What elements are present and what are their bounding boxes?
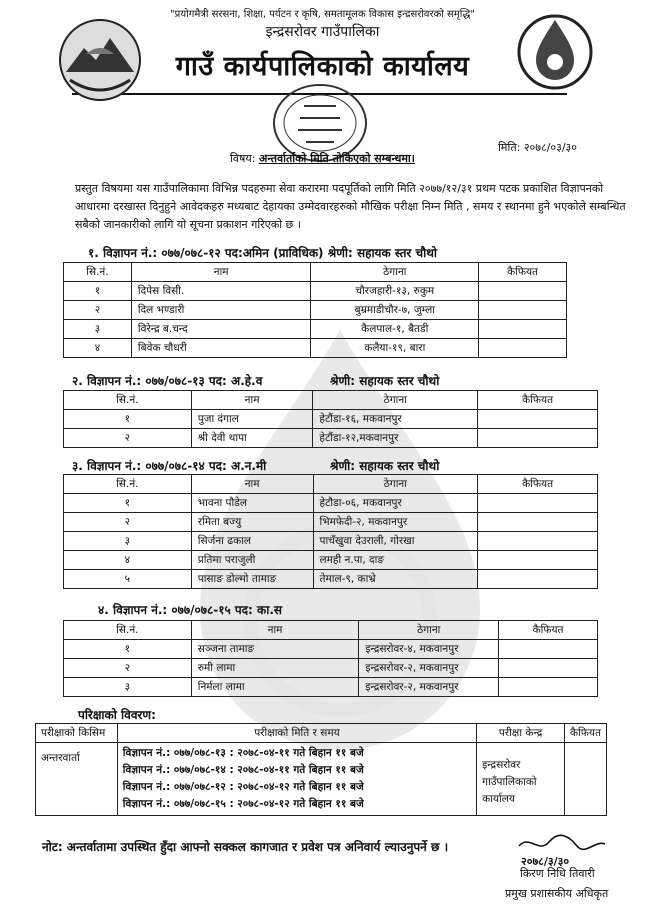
intro-paragraph: प्रस्तुत विषयमा यस गाउँपालिकामा विभिन्न पदहरुमा सेवा करारमा पदपूर्तिको लागि मिति २०७७/१२/३१ प्रथम पटक प्रकाशित विज्ञापनको आधारमा दरखास्त दिनुहुने आवेदकहरु मध्यबाट देहायका उम्मेदवारहरुको मौखिक परीक्षा निम्न मिति , समय र स्थानमा हुने भएकोले सम्बन्धित सबैको जानकारीको लागि यो सूचना प्रकाशन गरिएको छ । [75, 182, 626, 231]
cell-remarks [478, 513, 598, 532]
table-row [64, 532, 598, 551]
col-serial: सि.नं. [64, 263, 132, 282]
cell-address: पाचँखुवा देउराली, गोरखा [313, 532, 478, 551]
table-header-row [36, 724, 607, 743]
cell-serial: २ [64, 659, 192, 678]
office-name: गाउँ कार्यपालिकाको कार्यालय [175, 51, 470, 82]
table-row [64, 282, 567, 301]
cell-remarks [499, 678, 598, 697]
table-row [64, 301, 567, 320]
table-row [36, 743, 607, 816]
col-exam-type: परीक्षाको किसिम [36, 724, 118, 743]
cell-address: भिमफेदी-२, मकवानपुर [313, 513, 478, 532]
section-1-title: १. विज्ञापन नं.: ०७७/०७८-१२ पद:अमिन (प्राविधिक) श्रेणी: सहायक स्तर चौथो [88, 246, 438, 260]
cell-name: श्री देवी थापा [191, 429, 313, 448]
cell-remarks [478, 570, 598, 589]
col-exam-datetime: परीक्षाको मिति र समय [117, 724, 476, 743]
table-row [64, 429, 598, 448]
table-row [64, 659, 598, 678]
cell-remarks [479, 282, 567, 301]
cell-name: निर्मला लामा [191, 678, 359, 697]
section-3-grade: श्रेणी: सहायक स्तर चौथो [330, 459, 440, 473]
col-remarks: कैफियत [478, 475, 598, 494]
cell-name: दिल भण्डारी [131, 301, 311, 320]
cell-address: हेटौडा-०६, मकवानपुर [313, 494, 478, 513]
table-row [64, 640, 598, 659]
note: नोट: अन्तर्वातामा उपस्थित हुँदा आफ्नो सक्कल कागजात र प्रवेश पत्र अनिवार्य ल्याउनुपर्ने छ । [42, 840, 449, 854]
col-serial: सि.नं. [64, 475, 192, 494]
section-2-title: २. विज्ञापन नं.: ०७७/०७८-१३ पद: अ.हे.व [72, 374, 263, 388]
cell-address: इन्द्रसरोवर-४, मकवानपुर [359, 640, 499, 659]
cell-serial: १ [64, 494, 192, 513]
section-4-title: ४. विज्ञापन नं.: ०७७/०७८-१५ पद: का.स [98, 603, 283, 617]
table-row [64, 410, 598, 429]
col-name: नाम [191, 391, 313, 410]
cell-address: कैलपाल-१, बैतडी [311, 320, 479, 339]
section-3-table [63, 474, 598, 589]
col-address: ठेगाना [311, 263, 479, 282]
section-2-table [63, 390, 598, 448]
cell-name: सिर्जना ढकाल [191, 532, 313, 551]
cell-name: सञ्जना तामाङ [191, 640, 359, 659]
col-serial: सि.नं. [64, 391, 192, 410]
section-3-title: ३. विज्ञापन नं.: ०७७/०७८-१४ पद: अ.न.मी [72, 459, 267, 473]
cell-name: रुमी लामा [191, 659, 359, 678]
table-header-row [64, 621, 598, 640]
cell-remarks [499, 640, 598, 659]
subject-label: विषय: [230, 152, 256, 165]
cell-name: बिवेक चौधरी [131, 339, 311, 358]
table-header-row [64, 391, 598, 410]
cell-address: हेटौंडा-१६, मकवानपुर [313, 410, 478, 429]
schedule-line: विज्ञापन नं.: ०७७/०७८-१२ : २०७८-०४-१२ गते बिहान ११ बजे [122, 781, 364, 793]
cell-name: पासाङ डोल्मो तामाङ [191, 570, 313, 589]
section-4-table [63, 620, 598, 697]
table-header-row [64, 263, 567, 282]
cell-serial: ३ [64, 320, 132, 339]
table-row [64, 678, 598, 697]
cell-name: दिपेस विसी. [131, 282, 311, 301]
table-row [64, 513, 598, 532]
cell-remarks [499, 659, 598, 678]
cell-name: रमिता बज्यु [191, 513, 313, 532]
exam-type: अन्तरवार्ता [36, 743, 118, 816]
cell-address: इन्द्रसरोवर-२, मकवानपुर [359, 678, 499, 697]
schedule-line: विज्ञापन नं.: ०७७/०७८-१५ : २०७८-०४-१२ गते बिहान ११ बजे [122, 798, 364, 810]
col-address: ठेगाना [313, 391, 478, 410]
section-2-grade: श्रेणी: सहायक स्तर चौथो [330, 374, 440, 388]
cell-remarks [478, 551, 598, 570]
cell-serial: १ [64, 640, 192, 659]
table-header-row [64, 475, 598, 494]
exam-details-table [35, 723, 607, 816]
cell-name: प्रतिमा पराजुली [191, 551, 313, 570]
cell-address: कलैया-१९, बारा [311, 339, 479, 358]
schedule-line: विज्ञापन नं.: ०७७/०७८-१४ : २०७८-०४-११ गते बिहान ११ बजे [122, 764, 364, 776]
cell-address: चौरजहारी-१३, रुकुम [311, 282, 479, 301]
signature-date: २०७८/३/३० [521, 855, 570, 868]
cell-serial: २ [64, 513, 192, 532]
col-address: ठेगाना [313, 475, 478, 494]
exam-details-title: परिक्षाको विवरण: [78, 708, 156, 722]
col-remarks: कैफियत [479, 263, 567, 282]
cell-remarks [478, 410, 598, 429]
cell-address: इन्द्रसरोवर-२, मकवानपुर [359, 659, 499, 678]
cell-serial: ३ [64, 678, 192, 697]
cell-address: लमही न.पा, दाङ [313, 551, 478, 570]
notice-date: मिति: २०७८/०३/३० [498, 141, 577, 154]
signatory-name: किरण निधि तिवारी [520, 867, 595, 880]
cell-name: पुजा दंगाल [191, 410, 313, 429]
cell-remarks [478, 532, 598, 551]
exam-center: इन्द्रसरोवर गाउँपालिकाको कार्यालय [477, 743, 565, 816]
cell-remarks [479, 320, 567, 339]
col-remarks: कैफियत [478, 391, 598, 410]
cell-remarks [478, 429, 598, 448]
subject-line [0, 151, 645, 166]
signature-icon [515, 832, 610, 870]
cell-address: हेटौंडा-१२,मकवानपुर [313, 429, 478, 448]
cell-remarks [478, 494, 598, 513]
cell-serial: १ [64, 410, 192, 429]
col-name: नाम [191, 621, 359, 640]
cell-name: विरेन्द्र ब.चन्द [131, 320, 311, 339]
cell-serial: १ [64, 282, 132, 301]
signatory-designation: प्रमुख प्रशासकीय अधिकृत [505, 887, 609, 900]
cell-serial: ४ [64, 339, 132, 358]
table-row [64, 570, 598, 589]
col-name: नाम [131, 263, 311, 282]
cell-address: बुम्रमाडीचौर-७, जुम्ला [311, 301, 479, 320]
section-1-table [63, 262, 567, 358]
cell-serial: ५ [64, 570, 192, 589]
table-row [64, 551, 598, 570]
cell-serial: २ [64, 301, 132, 320]
table-row [64, 339, 567, 358]
col-address: ठेगाना [359, 621, 499, 640]
exam-remarks [564, 743, 606, 816]
cell-serial: ३ [64, 532, 192, 551]
cell-serial: ४ [64, 551, 192, 570]
cell-name: भावना पौडेल [191, 494, 313, 513]
subject-text: अन्तर्वार्ताको मिति तोकिएको सम्बन्धमा। [258, 152, 415, 165]
table-row [64, 494, 598, 513]
col-exam-remarks: कैफियत [564, 724, 606, 743]
col-serial: सि.नं. [64, 621, 192, 640]
nepal-emblem-icon [56, 14, 144, 106]
cell-remarks [479, 339, 567, 358]
col-remarks: कैफियत [499, 621, 598, 640]
exam-schedule [117, 743, 476, 816]
cell-address: तेमाल-९, काभ्रे [313, 570, 478, 589]
col-exam-center: परीक्षा केन्द्र [477, 724, 565, 743]
col-name: नाम [191, 475, 313, 494]
motto: "प्रयोगमैत्री सरसना, शिक्षा, पर्यटन र कृषि, समतामूलक विकास इन्द्रसरोवरको समृद्धि" [170, 9, 475, 20]
municipality-logo-icon [516, 10, 594, 94]
org-name: इन्द्रसरोवर गाउँपालिका [265, 24, 380, 40]
table-row [64, 320, 567, 339]
schedule-line: विज्ञापन नं.: ०७७/०७८-१३ : २०७८-०४-११ गते बिहान ११ बजे [122, 747, 364, 759]
cell-serial: २ [64, 429, 192, 448]
cell-remarks [479, 301, 567, 320]
